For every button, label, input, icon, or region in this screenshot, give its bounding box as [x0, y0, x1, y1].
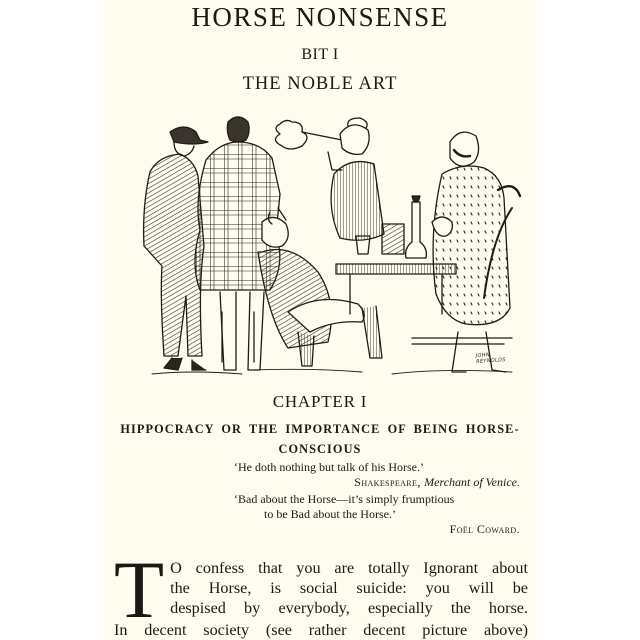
bit-label: BIT I [301, 46, 339, 63]
book-page [104, 0, 536, 640]
epigraph-quote: to be Bad about the Horse.’ [264, 507, 396, 521]
epigraphs [234, 460, 524, 539]
epigraph [234, 492, 524, 537]
bit-title: THE NOBLE ART [242, 74, 398, 94]
body-line: the Horse, is social suicide: you will be [170, 579, 528, 597]
chapter-title-line: CONSCIOUS [278, 442, 362, 456]
chapter-title [108, 419, 532, 459]
book-title: HORSE NONSENSE [191, 2, 449, 32]
ink-drawing-icon [112, 112, 522, 380]
body-paragraph [114, 544, 528, 640]
epigraph-attribution [234, 522, 524, 537]
illustration [112, 112, 522, 380]
signature-line: JOHN [475, 352, 491, 360]
epigraph-quote: ‘Bad about the Horse—it’s simply frumptious [234, 492, 455, 506]
epigraph-work: Merchant of Venice. [424, 475, 520, 489]
body-line: In decent society (see rather decent picture above) [114, 621, 528, 639]
figure-elderly-man-crop [412, 132, 520, 372]
chapter-label: CHAPTER I [272, 392, 368, 411]
epigraph-author: Foël Coward. [449, 522, 520, 536]
chapter-title-line: HIPPOCRACY OR THE IMPORTANCE OF BEING HORSE- [120, 422, 520, 436]
smoke-puff [275, 120, 307, 149]
drop-cap: T [114, 544, 165, 635]
epigraph-author: Shakespeare, [354, 475, 421, 489]
artist-signature [476, 351, 506, 365]
epigraph [234, 460, 524, 490]
body-line: O confess that you are totally Ignorant about [170, 559, 528, 577]
signature-line: REYNOLDS [476, 356, 506, 366]
epigraph-quote: ‘He doth nothing but talk of his Horse.’ [234, 460, 424, 474]
figure-woman-cigarette [328, 118, 384, 240]
body-line: despised by everybody, especially the horse. [170, 599, 528, 617]
epigraph-attribution [234, 475, 524, 490]
